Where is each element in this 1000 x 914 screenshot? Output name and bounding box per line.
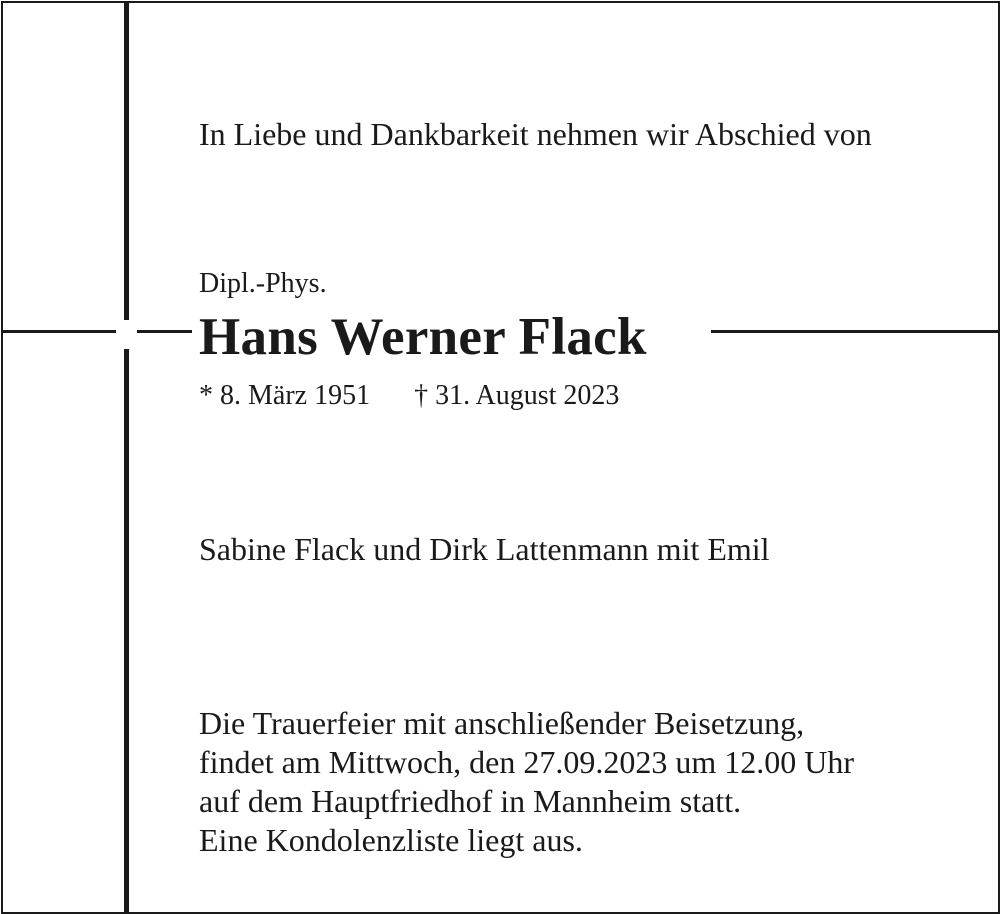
- birth-date: * 8. März 1951: [199, 380, 371, 411]
- life-dates: [199, 378, 619, 414]
- cross-horizontal-middle: [137, 330, 192, 333]
- academic-title: Dipl.-Phys.: [199, 268, 327, 299]
- obituary-frame: [1, 1, 1000, 914]
- family-names: Sabine Flack und Dirk Lattenmann mit Emil: [199, 531, 770, 567]
- cross-vertical-top: [124, 3, 129, 320]
- ceremony-info: [199, 704, 854, 860]
- death-date: † 31. August 2023: [414, 380, 620, 411]
- intro-text: In Liebe und Dankbarkeit nehmen wir Abschied von: [199, 116, 872, 152]
- cross-horizontal-right: [711, 330, 998, 333]
- ceremony-line: Eine Kondolenzliste liegt aus.: [199, 822, 583, 858]
- ceremony-line: Die Trauerfeier mit anschließender Beisetzung,: [199, 705, 805, 741]
- cross-vertical-bottom: [124, 349, 129, 912]
- ceremony-line: findet am Mittwoch, den 27.09.2023 um 12.00 Uhr: [199, 744, 855, 780]
- deceased-name: Hans Werner Flack: [199, 308, 647, 366]
- ceremony-line: auf dem Hauptfriedhof in Mannheim statt.: [199, 783, 742, 819]
- cross-horizontal-left: [3, 330, 116, 333]
